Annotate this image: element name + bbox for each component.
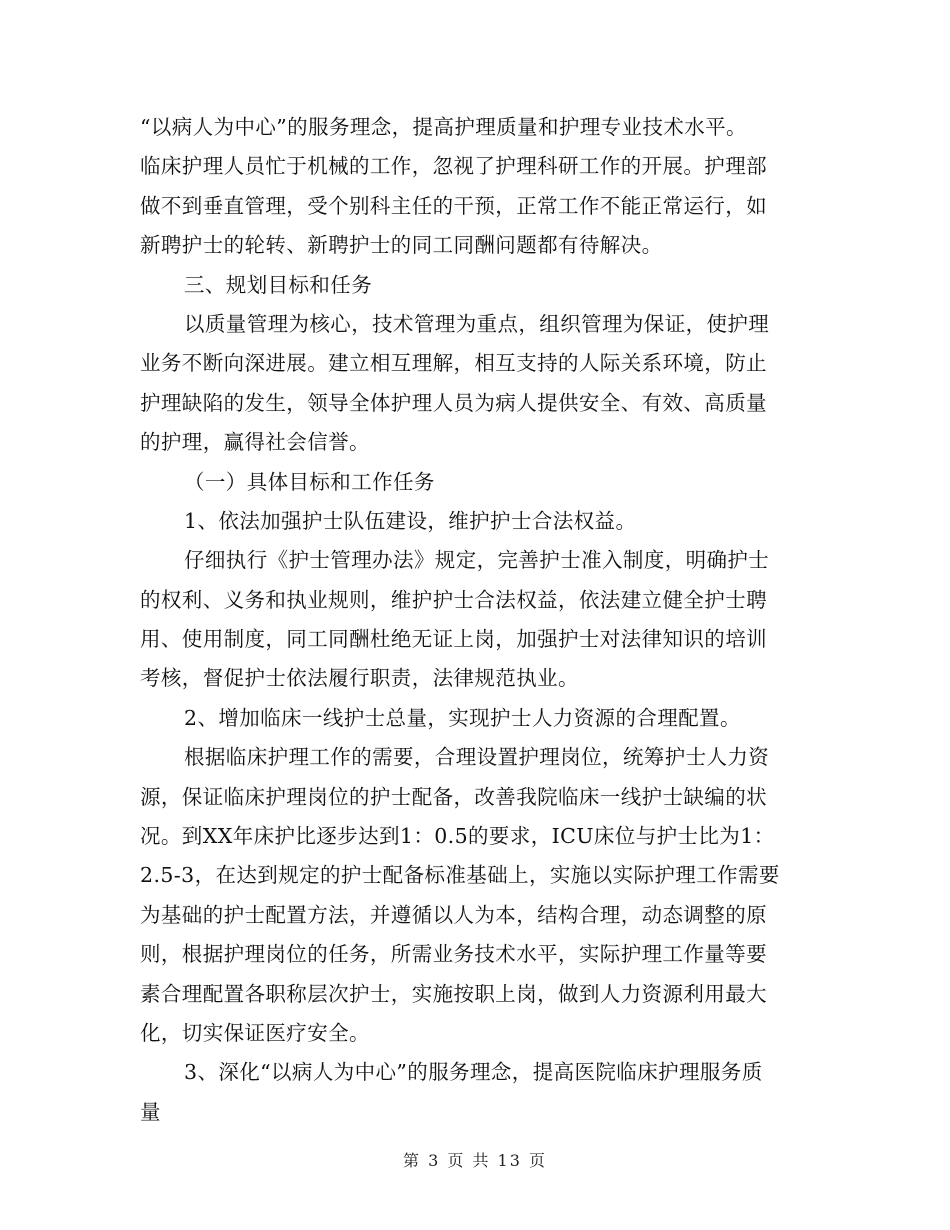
text-line: 业务不断向深进展。建立相互理解，相互支持的人际关系环境，防止	[140, 351, 767, 376]
text-line: 新聘护士的轮转、新聘护士的同工同酬问题都有待解决。	[140, 233, 663, 258]
item-heading: 2、增加临床一线护士总量，实现护士人力资源的合理配置。	[184, 705, 741, 730]
text-line: 化，切实保证医疗安全。	[140, 1020, 370, 1045]
text-line: 的护理，赢得社会信誉。	[140, 430, 370, 455]
text-line: 况。到XX年床护比逐步达到1：0.5的要求，ICU床位与护士比为1：	[140, 824, 775, 849]
text-line: 用、使用制度，同工同酬杜绝无证上岗，加强护士对法律知识的培训	[140, 627, 767, 652]
page-number: 第 3 页 共 13 页	[403, 1151, 547, 1170]
text-line: 2.5-3，在达到规定的护士配备标准基础上，实施以实际护理工作需要	[140, 863, 780, 888]
item-heading: 3、深化“以病人为中心”的服务理念，提高医院临床护理服务质	[184, 1060, 763, 1085]
text-line: 为基础的护士配置方法，并遵循以人为本，结构合理，动态调整的原	[140, 902, 767, 927]
text-line: 临床护理人员忙于机械的工作，忽视了护理科研工作的开展。护理部	[140, 154, 767, 179]
text-line: 素合理配置各职称层次护士，实施按职上岗，做到人力资源利用最大	[140, 981, 767, 1006]
text-line: 护理缺陷的发生，领导全体护理人员为病人提供安全、有效、高质量	[140, 390, 767, 415]
subsection-heading: （一）具体目标和工作任务	[184, 469, 435, 494]
text-line: 量	[140, 1099, 161, 1124]
text-line: 考核，督促护士依法履行职责，法律规范执业。	[140, 666, 579, 691]
text-line: 根据临床护理工作的需要，合理设置护理岗位，统筹护士人力资	[184, 745, 770, 770]
text-line: 源，保证临床护理岗位的护士配备，改善我院临床一线护士缺编的状	[140, 784, 767, 809]
document-body	[140, 108, 810, 1132]
text-line: “以病人为中心”的服务理念，提高护理质量和护理专业技术水平。	[140, 115, 747, 139]
text-line: 仔细执行《护士管理办法》规定，完善护士准入制度，明确护士	[184, 548, 770, 573]
section-heading: 三、规划目标和任务	[184, 272, 373, 297]
item-heading: 1、依法加强护士队伍建设，维护护士合法权益。	[184, 508, 637, 533]
text-line: 以质量管理为核心，技术管理为重点，组织管理为保证，使护理	[184, 311, 770, 336]
text-line: 则，根据护理岗位的任务，所需业务技术水平，实际护理工作量等要	[140, 942, 767, 967]
text-line: 的权利、义务和执业规则，维护护士合法权益，依法建立健全护士聘	[140, 587, 767, 612]
text-line: 做不到垂直管理，受个别科主任的干预，正常工作不能正常运行，如	[140, 193, 767, 218]
